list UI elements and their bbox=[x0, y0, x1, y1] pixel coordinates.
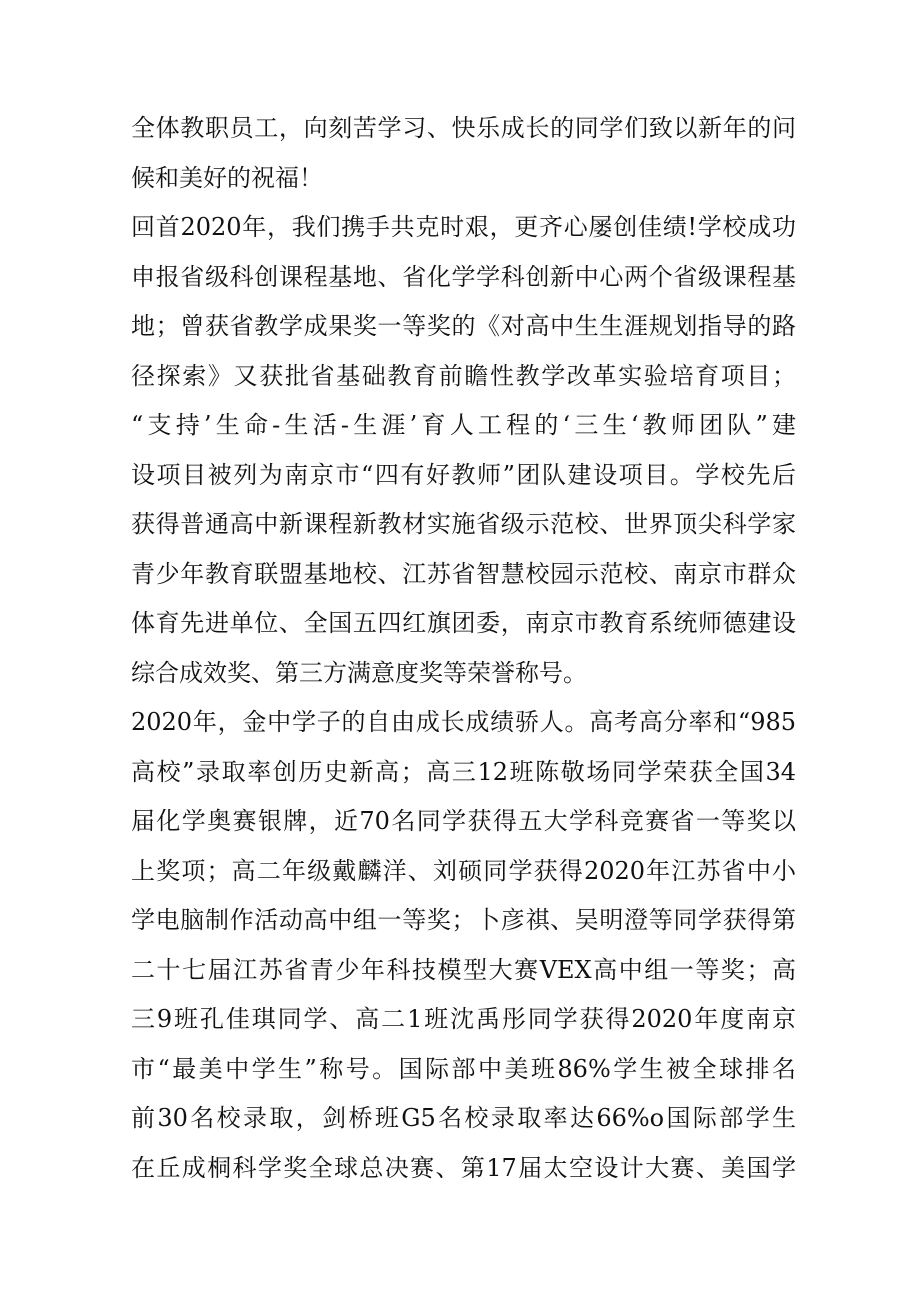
text-line: 2020年，金中学子的自由成长成绩骄人。高考高分率和“985 bbox=[131, 708, 796, 736]
text-line: 青少年教育联盟基地校、江苏省智慧校园示范校、南京市群众 bbox=[131, 559, 796, 588]
text-line: 三9班孔佳琪同学、高二1班沈禹彤同学获得2020年度南京 bbox=[131, 1005, 796, 1033]
text-line: 获得普通高中新课程新教材实施省级示范校、世界顶尖科学家 bbox=[131, 510, 796, 538]
text-line: 申报省级科创课程基地、省化学学科创新中心两个省级课程基 bbox=[131, 262, 796, 291]
text-line: 市“最美中学生”称号。国际部中美班86%学生被全球排名 bbox=[131, 1054, 796, 1083]
text-line: 综合成效奖、第三方满意度奖等荣誉称号。 bbox=[131, 658, 587, 687]
text-line: “支持’生命-生活-生涯’育人工程的‘三生‘教师团队”建 bbox=[131, 411, 796, 439]
text-line: 地；曾获省教学成果奖一等奖的《对高中生生涯规划指导的路 bbox=[131, 312, 796, 340]
text-line: 设项目被列为南京市“四有好教师”团队建设项目。学校先后 bbox=[131, 460, 796, 489]
text-line: 届化学奥赛银牌，近70名同学获得五大学科竞赛省一等奖以 bbox=[131, 807, 796, 835]
text-line: 全体教职员工，向刻苦学习、快乐成长的同学们致以新年的问 bbox=[131, 114, 796, 142]
text-line: 上奖项；高二年级戴麟洋、刘硕同学获得2020年江苏省中小 bbox=[131, 856, 796, 885]
text-line: 体育先进单位、全国五四红旗团委，南京市教育系统师德建设 bbox=[131, 609, 796, 637]
body-text bbox=[131, 104, 796, 1193]
text-line: 前30名校录取，剑桥班G5名校录取率达66%o国际部学生 bbox=[131, 1104, 796, 1132]
text-line: 候和美好的祝福！ bbox=[131, 163, 323, 192]
text-line: 学电脑制作活动高中组一等奖；卜彦祺、吴明澄等同学获得第 bbox=[131, 906, 796, 934]
text-line: 径探索》又获批省基础教育前瞻性教学改革实验培育项目； bbox=[131, 361, 796, 390]
text-line: 回首2020年，我们携手共克时艰，更齐心屡创佳绩!学校成功 bbox=[131, 213, 796, 241]
text-line: 在丘成桐科学奖全球总决赛、第17届太空设计大赛、美国学 bbox=[131, 1153, 796, 1182]
text-line: 高校”录取率创历史新高；高三12班陈敬场同学荣获全国34 bbox=[131, 757, 796, 786]
text-line: 二十七届江苏省青少年科技模型大赛VEX高中组一等奖；高 bbox=[131, 955, 796, 984]
